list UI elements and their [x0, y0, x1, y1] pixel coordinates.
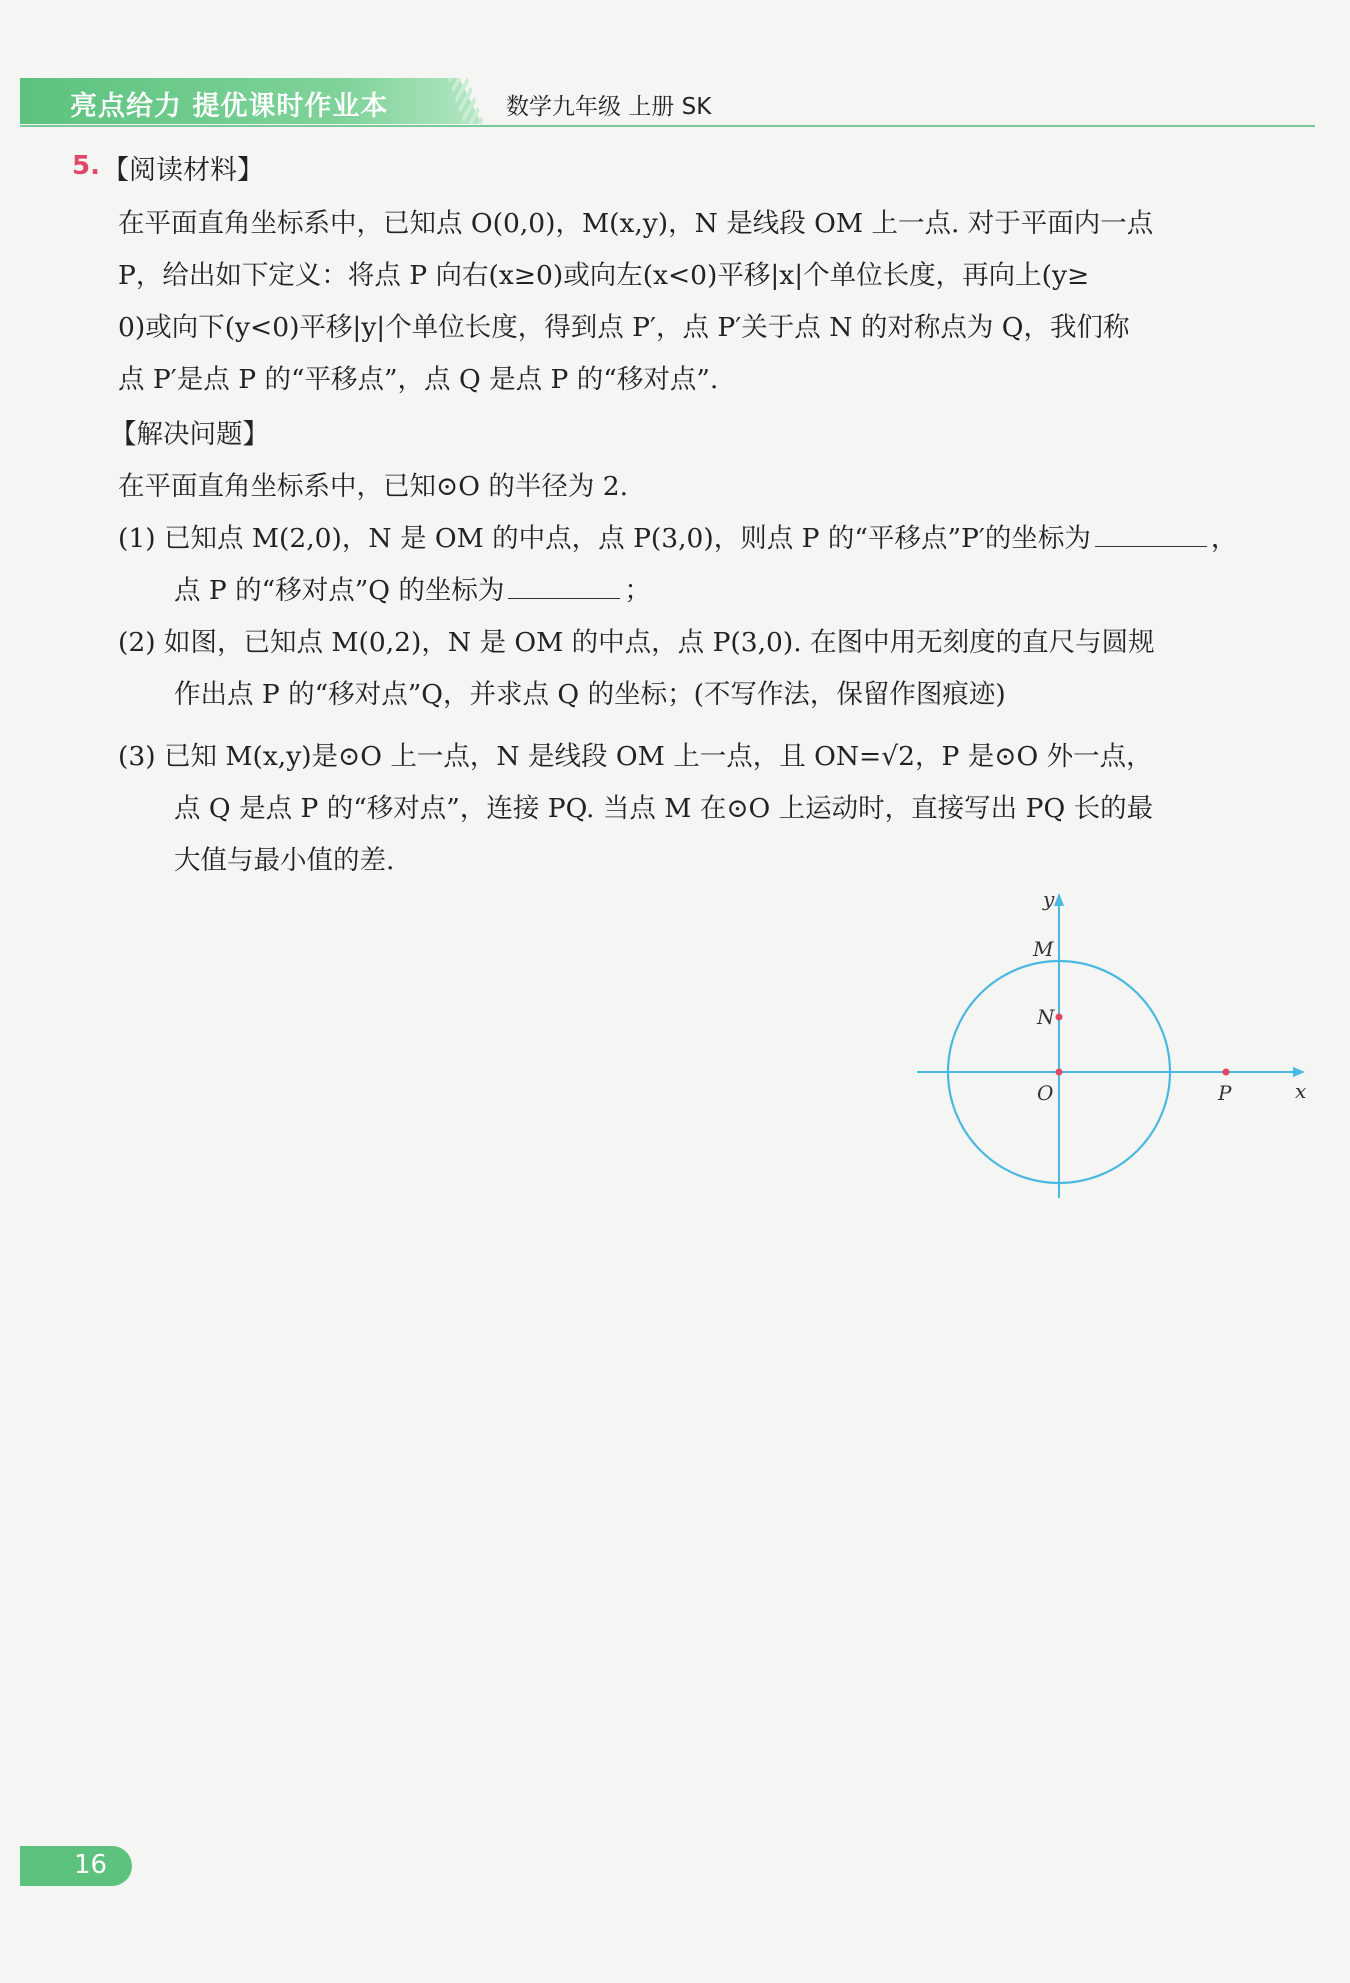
question-1-text-2: 点 P 的“移对点”Q 的坐标为 — [174, 575, 505, 606]
page-number: 16 — [74, 1850, 108, 1880]
question-3-line-3: 大值与最小值的差. — [174, 845, 395, 876]
question-1-line-1 — [118, 516, 1237, 555]
question-1-comma: ， — [1210, 523, 1238, 554]
answer-blank-2[interactable] — [508, 578, 620, 599]
question-3-line-1: (3) 已知 M(x,y)是⊙O 上一点，N 是线段 OM 上一点，且 ON=√2，P 是⊙O 外一点， — [118, 741, 1153, 772]
subject-label: 数学九年级 上册 SK — [506, 94, 712, 120]
point-o — [1056, 1069, 1063, 1076]
y-axis-arrow — [1054, 893, 1064, 906]
header-divider — [20, 125, 1315, 127]
point-n — [1056, 1014, 1063, 1021]
reading-line-1: 在平面直角坐标系中，已知点 O(0,0)，M(x,y)，N 是线段 OM 上一点. 对于平面内一点 — [118, 208, 1154, 239]
x-axis-arrow — [1293, 1067, 1305, 1077]
question-1-semicolon: ； — [624, 575, 651, 606]
solve-heading: 【解决问题】 — [110, 419, 269, 450]
label-o: O — [1037, 1081, 1054, 1105]
reading-line-3: 0)或向下(y<0)平移|y|个单位长度，得到点 P′，点 P′关于点 N 的对称点为 Q，我们称 — [118, 312, 1130, 343]
question-1-line-2 — [174, 568, 651, 607]
series-title: 亮点给力 提优课时作业本 — [70, 91, 389, 122]
reading-line-2: P，给出如下定义：将点 P 向右(x≥0)或向左(x<0)平移|x|个单位长度，再向上(y≥ — [118, 260, 1090, 291]
reading-heading: 【阅读材料】 — [102, 155, 264, 186]
question-2-line-1: (2) 如图，已知点 M(0,2)，N 是 OM 的中点，点 P(3,0). 在图中用无刻度的直尺与圆规 — [118, 627, 1155, 658]
answer-blank-1[interactable] — [1095, 526, 1207, 547]
x-axis-label: x — [1295, 1079, 1307, 1103]
coordinate-figure — [905, 880, 1315, 1220]
label-p: P — [1218, 1081, 1232, 1105]
question-3-line-2: 点 Q 是点 P 的“移对点”，连接 PQ. 当点 M 在⊙O 上运动时，直接写出 PQ 长的最 — [174, 793, 1154, 824]
reading-line-4: 点 P′是点 P 的“平移点”，点 Q 是点 P 的“移对点”. — [118, 364, 719, 395]
question-1-text: (1) 已知点 M(2,0)，N 是 OM 的中点，点 P(3,0)，则点 P 的“平移点”P′的坐标为 — [118, 523, 1091, 554]
label-m: M — [1033, 937, 1054, 961]
question-2-line-2: 作出点 P 的“移对点”Q，并求点 Q 的坐标；(不写作法，保留作图痕迹) — [174, 679, 1006, 710]
point-p — [1223, 1069, 1230, 1076]
label-n: N — [1037, 1005, 1055, 1029]
reading-material — [118, 198, 1153, 406]
y-axis-label: y — [1043, 887, 1055, 911]
problem-number: 5. — [72, 151, 100, 181]
problem-intro: 在平面直角坐标系中，已知⊙O 的半径为 2. — [118, 471, 629, 502]
